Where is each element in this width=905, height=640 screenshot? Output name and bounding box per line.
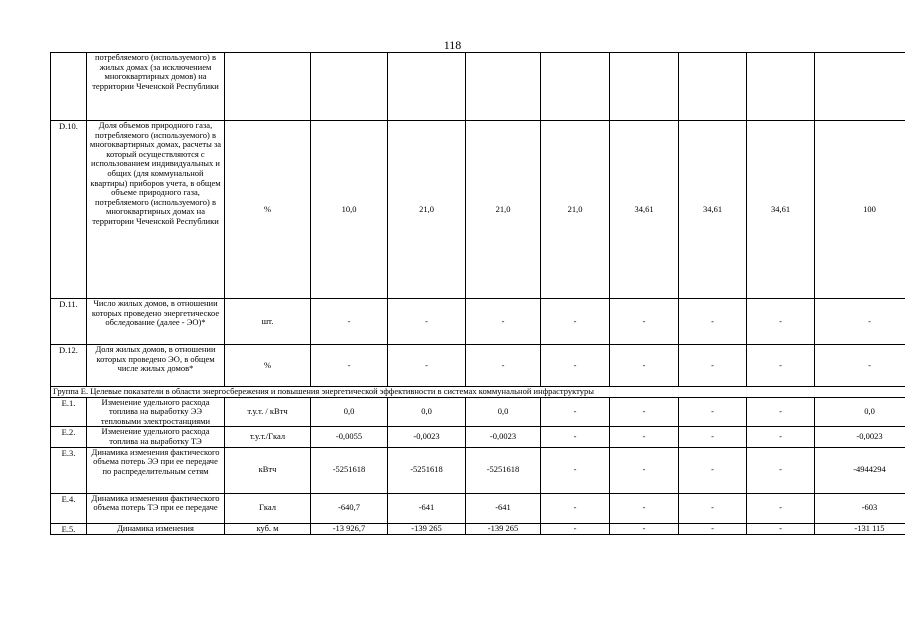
row-value: - [388,345,466,387]
row-value: 10,0 [311,121,388,299]
row-code: D.11. [51,299,87,345]
row-value: - [610,447,679,493]
row-value: - [679,447,747,493]
row-indicator-name: Доля жилых домов, в отношении которых проведено ЭО, в общем числе жилых домов* [87,345,225,387]
row-value: - [610,427,679,447]
row-value: - [311,345,388,387]
row-code [51,53,87,121]
row-value: 34,61 [747,121,815,299]
row-code: D.12. [51,345,87,387]
row-unit: % [225,121,311,299]
table-row-e2 [51,427,905,447]
row-value [679,53,747,121]
row-value: - [610,397,679,427]
row-unit: Гкал [225,493,311,523]
row-code: E.5. [51,523,87,535]
row-value: -0,0055 [311,427,388,447]
row-value: - [610,493,679,523]
page-number: 118 [443,38,462,52]
row-code: E.2. [51,427,87,447]
row-value: - [747,345,815,387]
row-value: - [541,345,610,387]
table-row-e1 [51,397,905,427]
group-e-title: Группа E. Целевые показатели в области энергосбережения и повышения энергетической эффективности в системах коммунальной инфраструктуры [51,387,905,398]
row-unit [225,53,311,121]
row-indicator-name: Доля объемов природного газа, потребляемого (используемого) в многоквартирных домах, расчеты за который осуществляются с использованием индивидуальных и общих (для коммунальной квартиры) приборов учета, в общем объеме природного газа, потребляемого (используемого) в многоквартирных домах на территории Чеченской Республики [87,121,225,299]
row-indicator-name: Изменение удельного расхода топлива на выработку ЭЭ тепловыми электростанциями [87,397,225,427]
row-value: - [815,299,905,345]
row-value: 21,0 [541,121,610,299]
table-row-d12 [51,345,905,387]
table-row-e4 [51,493,905,523]
row-value: 100 [815,121,905,299]
row-value: 0,0 [466,397,541,427]
row-value: - [541,523,610,535]
row-value: -5251618 [311,447,388,493]
row-value: - [610,345,679,387]
row-value: - [541,447,610,493]
row-value: 0,0 [388,397,466,427]
row-value: -0,0023 [815,427,905,447]
row-value: - [679,345,747,387]
row-value: - [679,299,747,345]
row-value: - [679,523,747,535]
table-row-e3 [51,447,905,493]
row-value [610,53,679,121]
row-value: - [541,397,610,427]
row-value: 0,0 [311,397,388,427]
row-code: D.10. [51,121,87,299]
row-value: 21,0 [466,121,541,299]
row-value: -0,0023 [466,427,541,447]
row-indicator-name: Динамика изменения фактического объема потерь ТЭ при ее передаче [87,493,225,523]
row-value: - [541,493,610,523]
row-value: - [541,299,610,345]
row-unit: т.у.т./Гкал [225,427,311,447]
row-value: -603 [815,493,905,523]
row-value: - [610,299,679,345]
group-e-heading-row [51,387,905,398]
row-value: - [815,345,905,387]
row-code: E.1. [51,397,87,427]
row-value [311,53,388,121]
row-value: 21,0 [388,121,466,299]
row-indicator-name: потребляемого (используемого) в жилых домах (за исключением многоквартирных домов) на территории Чеченской Республики [87,53,225,121]
row-value: - [466,299,541,345]
row-value: -4944294 [815,447,905,493]
row-value [815,53,905,121]
row-value: -0,0023 [388,427,466,447]
row-value: 34,61 [679,121,747,299]
row-value [388,53,466,121]
row-value [747,53,815,121]
row-value: - [679,493,747,523]
row-value: - [679,397,747,427]
row-indicator-name: Изменение удельного расхода топлива на выработку ТЭ [87,427,225,447]
row-value [541,53,610,121]
row-value: - [747,493,815,523]
row-unit: куб. м [225,523,311,535]
row-value: -5251618 [388,447,466,493]
table-row-d10 [51,121,905,299]
row-code: E.4. [51,493,87,523]
row-value: 34,61 [610,121,679,299]
row-value: - [610,523,679,535]
row-value: -131 115 [815,523,905,535]
row-value: - [747,299,815,345]
row-value: - [747,523,815,535]
table-row-continued [51,53,905,121]
row-value: - [747,427,815,447]
row-value: -139 265 [388,523,466,535]
table-row-d11 [51,299,905,345]
row-unit: т.у.т. / кВтч [225,397,311,427]
row-value: -640,7 [311,493,388,523]
row-value: - [747,397,815,427]
row-value: -13 926,7 [311,523,388,535]
row-value: -5251618 [466,447,541,493]
table-row-e5 [51,523,905,535]
row-value: - [541,427,610,447]
row-unit: шт. [225,299,311,345]
row-indicator-name: Динамика изменения фактического объема потерь ЭЭ при ее передаче по распределительным сетям [87,447,225,493]
row-value: - [679,427,747,447]
row-value: -641 [466,493,541,523]
row-value [466,53,541,121]
indicator-table [50,52,905,535]
row-code: E.3. [51,447,87,493]
row-value: - [747,447,815,493]
row-value: - [466,345,541,387]
row-indicator-name: Число жилых домов, в отношении которых проведено энергетическое обследование (далее - ЭО)* [87,299,225,345]
row-value: -139 265 [466,523,541,535]
row-value: - [311,299,388,345]
row-unit: кВтч [225,447,311,493]
row-value: 0,0 [815,397,905,427]
row-indicator-name: Динамика изменения [87,523,225,535]
row-value: -641 [388,493,466,523]
row-unit: % [225,345,311,387]
row-value: - [388,299,466,345]
